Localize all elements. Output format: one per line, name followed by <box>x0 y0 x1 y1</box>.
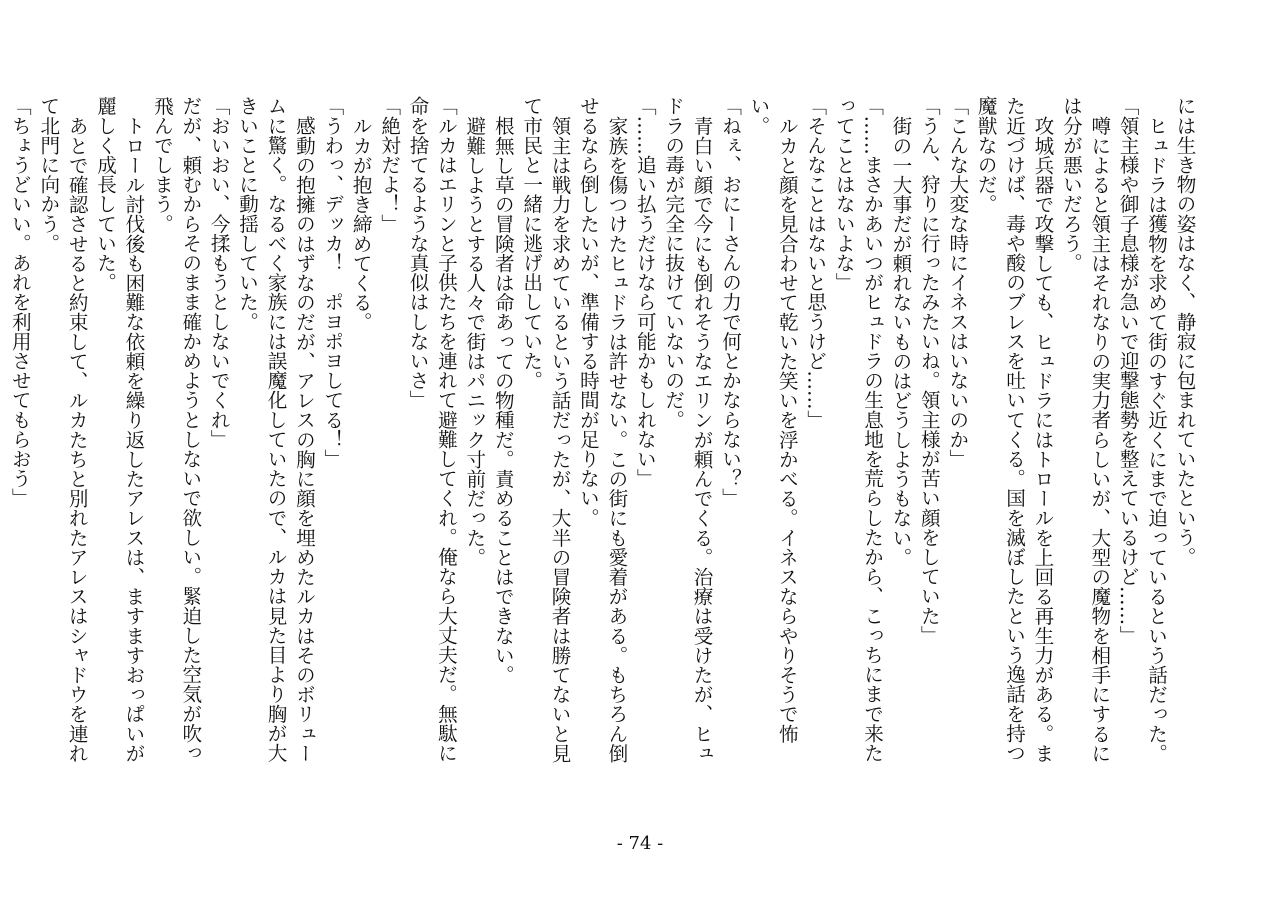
paragraph: 「ちょうどいい。あれを利用させてもらおう」 <box>8 96 32 508</box>
paragraph: だが、頼むからそのまま確かめようとしないで欲しい。緊迫した空気が吹っ飛んでしまう。 <box>150 96 202 763</box>
paragraph: 青白い顔で今にも倒れそうなエリンが頼んでくる。治療は受けたが、ヒュドラの毒が完全に抜けていないのだ。 <box>661 96 714 763</box>
paragraph: 「そんなことはないと思うけど……」 <box>803 96 827 430</box>
paragraph: トロール討伐後も困難な依頼を繰り返したアレスは、ますますおっぱいが麗しく成長していた。 <box>93 96 145 763</box>
paragraph: 「ルカはエリンと子供たちを連れて避難してくれ。俺なら大丈夫だ。無駄に命を捨てるような真似はしないさ」 <box>406 96 458 763</box>
paragraph: 「こんな大変な時にイネスはいないのか」 <box>945 96 969 469</box>
paragraph: 感動の抱擁のはずなのだが、アレスの胸に顔を埋めたルカはそのボリュームに驚く。なるべく家族には誤魔化していたので、ルカは見た目より胸が大きいことに動揺していた。 <box>235 96 316 763</box>
paragraph: 攻城兵器で攻撃しても、ヒュドラにはトロールを上回る再生力がある。また近づけば、毒や酸のブレスを吐いてくる。国を滅ぼしたという逸話を持つ魔獣なのだ。 <box>974 96 1054 763</box>
paragraph: 「絶対だよ！」 <box>377 96 401 234</box>
paragraph: 噂によると領主はそれなりの実力者らしいが、大型の魔物を相手にするには分が悪いだろう。 <box>1059 96 1111 763</box>
paragraph: 根無し草の冒険者は命あっての物種だ。責めることはできない。 <box>491 115 515 684</box>
paragraph: 家族を傷つけたヒュドラは許せない。この街にも愛着がある。もちろん倒せるなら倒したいが、準備する時間が足りない。 <box>576 96 628 763</box>
paragraph: 「……まさかあいつがヒュドラの生息地を荒らしたから、こっちにまで来たってことはないよな」 <box>832 96 884 763</box>
paragraph: 「うわっ、デッカ！ ポヨポヨしてる！」 <box>320 96 344 469</box>
paragraph: ルカが抱き締めてくる。 <box>349 115 373 332</box>
page-number: - 74 - <box>616 833 664 854</box>
paragraph: 「領主様や御子息様が急いで迎撃態勢を整えているけど……」 <box>1116 96 1140 645</box>
novel-page-body <box>8 96 1198 776</box>
paragraph: 避難しようとする人々で街はパニック寸前だった。 <box>462 115 486 567</box>
paragraph: には生き物の姿はなく、静寂に包まれていたという。 <box>1173 96 1196 567</box>
paragraph: 「おいおい、今揉もうとしないでくれ」 <box>207 96 231 449</box>
paragraph: 「……追い払うだけなら可能かもしれない」 <box>633 96 657 488</box>
paragraph: 領主は戦力を求めているという話だったが、大半の冒険者は勝てないと見て市民と一緒に逃げ出していた。 <box>519 96 572 763</box>
paragraph: 「ねぇ、おにーさんの力で何とかならない？」 <box>718 96 742 508</box>
paragraph: ルカと顔を見合わせて乾いた笑いを浮かべる。イネスならやりそうで怖い。 <box>746 96 799 743</box>
paragraph: 「うん、狩りに行ったみたいね。領主様が苦い顔をしていた」 <box>917 96 941 645</box>
paragraph: ヒュドラは獲物を求めて街のすぐ近くにまで迫っているという話だった。 <box>1144 115 1168 763</box>
paragraph: あとで確認させると約束して、ルカたちと別れたアレスはシャドウを連れて北門に向かう。 <box>36 96 89 763</box>
paragraph: 街の一大事だが頼れないものはどうしようもない。 <box>888 115 912 567</box>
